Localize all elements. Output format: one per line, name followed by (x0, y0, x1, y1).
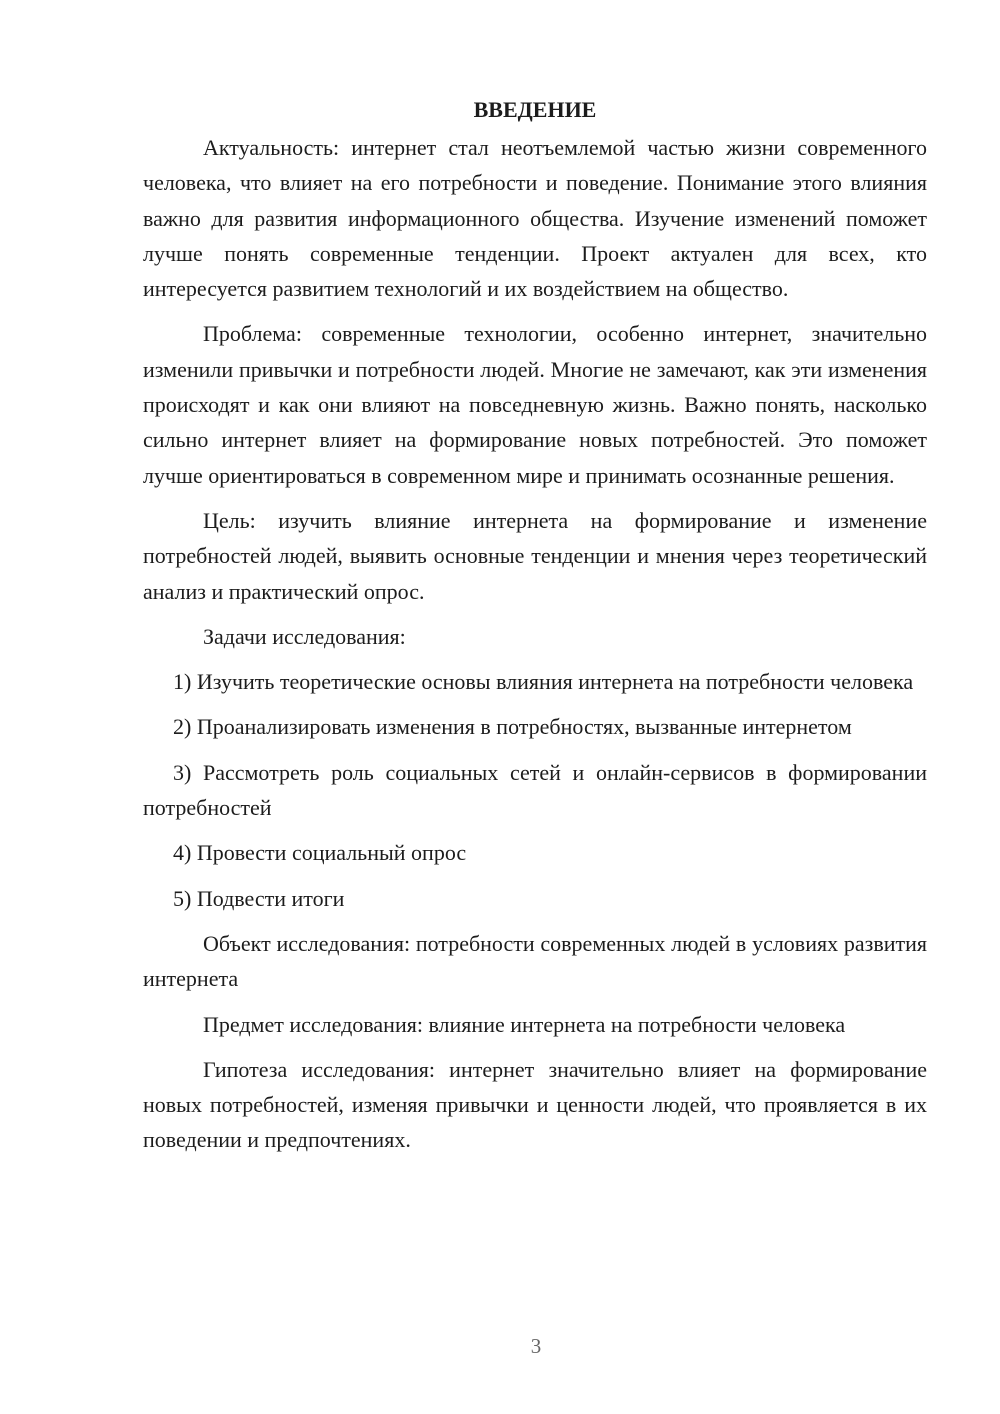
paragraph-goal: Цель: изучить влияние интернета на формирование и изменение потребностей людей, выявить основные тенденции и мнения через теоретический анализ и практический опрос. (143, 507, 927, 604)
task-item-1: 1) Изучить теоретические основы влияния интернета на потребности человека (173, 669, 914, 695)
paragraph-relevance: Актуальность: интернет стал неотъемлемой частью жизни современного человека, что влияет на его потребности и поведение. Понимание этого влияния важно для развития информационного общества. Изучение изменений поможет лучше понять современные тенденции. Проект актуален для всех, кто интересуется развитием технологий и их воздействием на общество. (143, 135, 927, 302)
document-page (143, 95, 927, 1168)
task-item-5: 5) Подвести итоги (173, 885, 345, 911)
paragraph-subject: Предмет исследования: влияние интернета на потребности человека (203, 1011, 846, 1037)
task-item-2: 2) Проанализировать изменения в потребностях, вызванные интернетом (173, 714, 852, 740)
paragraph-hypothesis: Гипотеза исследования: интернет значительно влияет на формирование новых потребностей, изменяя привычки и ценности людей, что проявляется в их поведении и предпочтениях. (143, 1056, 927, 1153)
task-item-4: 4) Провести социальный опрос (173, 840, 467, 866)
paragraph-object: Объект исследования: потребности современных людей в условиях развития интернета (143, 930, 927, 992)
page-number: 3 (530, 1334, 542, 1358)
tasks-heading: Задачи исследования: (203, 623, 406, 649)
task-item-3: 3) Рассмотреть роль социальных сетей и онлайн-сервисов в формировании потребностей (143, 759, 927, 821)
section-title: ВВЕДЕНИЕ (473, 97, 597, 122)
paragraph-problem: Проблема: современные технологии, особенно интернет, значительно изменили привычки и потребности людей. Многие не замечают, как эти изменения происходят и как они влияют на повседневную жизнь. Важно понять, насколько сильно интернет влияет на формирование новых потребностей. Это поможет лучше ориентироваться в современном мире и принимать осознанные решения. (143, 321, 927, 488)
